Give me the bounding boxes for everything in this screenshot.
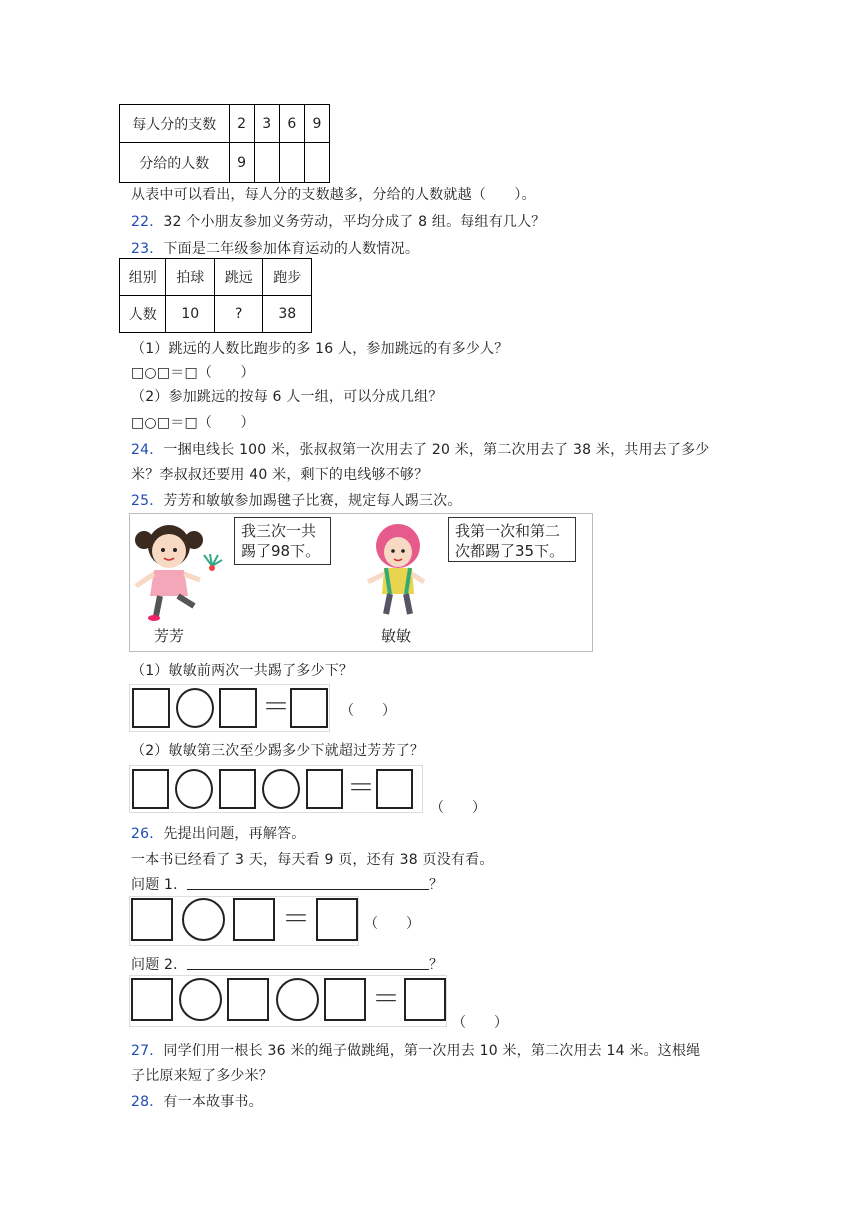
- answer-box[interactable]: [233, 898, 275, 941]
- q26-ask2: [131, 954, 444, 974]
- question-27: [131, 1040, 700, 1060]
- question-number: 27．: [131, 1043, 164, 1059]
- table-header: 跑步: [263, 259, 312, 296]
- table-cell: 3: [254, 105, 279, 143]
- question-number: 23．: [131, 241, 164, 257]
- answer-box[interactable]: [131, 978, 173, 1021]
- unit-paren: （ ）: [430, 800, 486, 816]
- ask-label: 问题 1．: [131, 877, 188, 893]
- table-cell: 人数: [120, 296, 166, 333]
- answer-box[interactable]: [219, 688, 257, 728]
- question-number: 24．: [131, 442, 164, 458]
- question-text: 下面是二年级参加体育运动的人数情况。: [163, 241, 420, 257]
- answer-box[interactable]: [227, 978, 269, 1021]
- answer-box[interactable]: [131, 898, 173, 941]
- q23-formula2: □○□＝□（ ）: [131, 415, 255, 431]
- shuttlecock-icon: [200, 552, 224, 576]
- table-header: 跳远: [215, 259, 263, 296]
- table-header: 组别: [120, 259, 166, 296]
- q21-conclusion: 从表中可以看出，每人分的支数越多，分给的人数就越（ ）。: [131, 187, 536, 203]
- girl-minmin-icon: [362, 522, 438, 622]
- q23-formula1: □○□＝□（ ）: [131, 365, 255, 381]
- label-fangfang: 芳芳: [154, 627, 185, 645]
- table-cell: 2: [229, 105, 254, 143]
- unit-paren: （ ）: [452, 1015, 508, 1031]
- question-text: 32 个小朋友参加义务劳动，平均分成了 8 组。每组有几人？: [163, 214, 546, 230]
- answer-box[interactable]: [306, 769, 343, 809]
- operator-circle[interactable]: [276, 978, 319, 1021]
- table-cell: 9: [304, 105, 329, 143]
- q25-sub2: （2）敏敏第三次至少踢多少下就超过芳芳了？: [131, 743, 425, 759]
- ask-label: 问题 2．: [131, 957, 188, 973]
- question-28: [131, 1091, 263, 1111]
- q25-sub1: （1）敏敏前两次一共踢了多少下？: [131, 663, 354, 679]
- q26-story: 一本书已经看了 3 天，每天看 9 页，还有 38 页没有看。: [131, 852, 494, 868]
- table-cell: 10: [166, 296, 215, 333]
- question-24: [131, 439, 709, 459]
- table-cell: ?: [215, 296, 263, 333]
- operator-circle[interactable]: [179, 978, 222, 1021]
- answer-box[interactable]: [324, 978, 366, 1021]
- question-26: [131, 823, 305, 843]
- answer-box[interactable]: [290, 688, 328, 728]
- table-sports: [119, 258, 312, 333]
- equals-sign: ＝: [262, 690, 291, 723]
- equals-sign: ＝: [347, 771, 376, 804]
- operator-circle[interactable]: [182, 898, 225, 941]
- q26-ask1: [131, 874, 444, 894]
- table-cell: [254, 143, 279, 183]
- answer-line[interactable]: [187, 969, 429, 970]
- question-number: 25．: [131, 493, 164, 509]
- question-text: 芳芳和敏敏参加踢毽子比赛，规定每人踢三次。: [163, 493, 462, 509]
- table-header: 拍球: [166, 259, 215, 296]
- illustration-frame: [129, 513, 593, 652]
- answer-box[interactable]: [219, 769, 256, 809]
- q24-line2: 米？李叔叔还要用 40 米，剩下的电线够不够？: [131, 467, 429, 483]
- q23-sub1: （1）跳远的人数比跑步的多 16 人，参加跳远的有多少人？: [131, 341, 509, 357]
- speech-bubble-minmin: 我第一次和第二次都踢了35下。: [448, 517, 576, 562]
- answer-box[interactable]: [132, 688, 170, 728]
- question-mark: ？: [429, 877, 444, 893]
- q27-line2: 子比原来短了多少米？: [131, 1068, 273, 1084]
- table-cell: 38: [263, 296, 312, 333]
- operator-circle[interactable]: [262, 769, 300, 809]
- question-text: 同学们用一根长 36 米的绳子做跳绳，第一次用去 10 米，第二次用去 14 米。这根绳: [163, 1043, 701, 1059]
- answer-box[interactable]: [404, 978, 446, 1021]
- speech-bubble-fangfang: 我三次一共踢了98下。: [234, 517, 331, 565]
- answer-box[interactable]: [376, 769, 413, 809]
- unit-paren: （ ）: [340, 703, 396, 719]
- question-number: 28．: [131, 1094, 164, 1110]
- question-number: 22．: [131, 214, 164, 230]
- answer-line[interactable]: [187, 889, 429, 890]
- table-pencils: [119, 104, 330, 183]
- question-text: 有一本故事书。: [163, 1094, 263, 1110]
- table-cell: 分给的人数: [120, 143, 230, 183]
- answer-box[interactable]: [132, 769, 169, 809]
- table-cell: 6: [279, 105, 304, 143]
- operator-circle[interactable]: [175, 769, 213, 809]
- question-text: 一捆电线长 100 米，张叔叔第一次用去了 20 米，第二次用去了 38 米，共用去了多少: [163, 442, 710, 458]
- equals-sign: ＝: [282, 902, 311, 935]
- question-22: [131, 211, 546, 231]
- question-25: [131, 490, 462, 510]
- q23-sub2: （2）参加跳远的按每 6 人一组，可以分成几组？: [131, 389, 443, 405]
- table-cell: [304, 143, 329, 183]
- equals-sign: ＝: [372, 982, 401, 1015]
- unit-paren: （ ）: [364, 916, 420, 932]
- label-minmin: 敏敏: [381, 627, 412, 645]
- question-number: 26．: [131, 826, 164, 842]
- answer-box[interactable]: [316, 898, 358, 941]
- question-text: 先提出问题，再解答。: [163, 826, 306, 842]
- question-mark: ？: [429, 957, 444, 973]
- table-cell: [279, 143, 304, 183]
- table-cell: 每人分的支数: [120, 105, 230, 143]
- operator-circle[interactable]: [176, 688, 214, 728]
- table-cell: 9: [229, 143, 254, 183]
- question-23: [131, 238, 419, 258]
